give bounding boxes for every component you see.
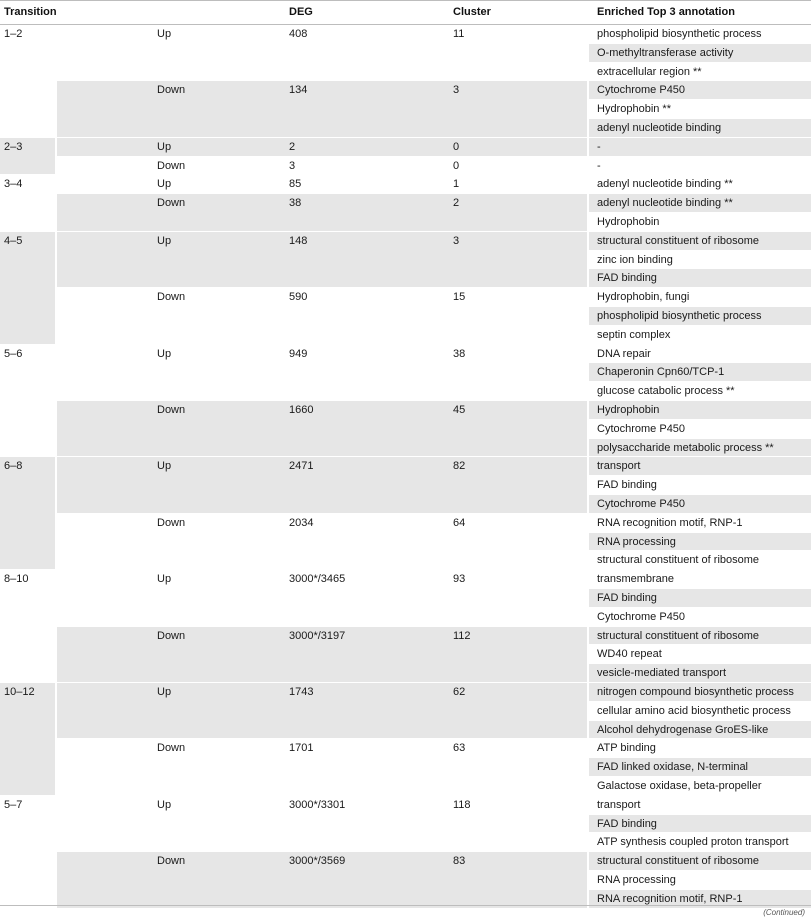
row-shading: [57, 457, 587, 512]
transition-cell: 5–7: [4, 798, 23, 811]
transition-cell: 3–4: [4, 178, 23, 191]
transition-cell: 2–3: [4, 140, 23, 153]
direction-cell: Down: [157, 742, 186, 755]
annotation-cell: phospholipid biosynthetic process: [597, 28, 762, 40]
annotation-cell: RNA processing: [597, 535, 676, 548]
annotation-cell: FAD binding: [597, 479, 657, 492]
deg-cell: 1701: [289, 742, 314, 755]
header-deg: DEG: [289, 6, 313, 18]
annotation-cell: cellular amino acid biosynthetic process: [597, 704, 791, 717]
transition-cell: 1–2: [4, 28, 23, 40]
direction-cell: Up: [157, 798, 172, 811]
table-header: [0, 1, 811, 25]
cluster-cell: 3: [453, 234, 460, 247]
annotation-cell: -: [597, 159, 601, 172]
transition-cell: 6–8: [4, 460, 23, 473]
annotation-cell: FAD binding: [597, 272, 657, 285]
annotation-cell: structural constituent of ribosome: [597, 629, 760, 642]
row-shading: [0, 683, 55, 795]
cluster-cell: 93: [453, 573, 466, 586]
annotation-cell: DNA repair: [597, 347, 651, 360]
annotation-cell: septin complex: [597, 328, 671, 341]
row-shading: [589, 138, 811, 156]
annotation-cell: nitrogen compound biosynthetic process: [597, 686, 794, 698]
direction-cell: Down: [157, 291, 186, 304]
direction-cell: Up: [157, 573, 172, 586]
direction-cell: Down: [157, 516, 186, 529]
annotation-cell: vesicle-mediated transport: [597, 667, 727, 680]
cluster-cell: 82: [453, 460, 466, 473]
direction-cell: Up: [157, 686, 172, 698]
annotation-cell: transport: [597, 460, 641, 473]
annotation-cell: Hydrophobin **: [597, 103, 671, 116]
deg-cell: 3000*/3197: [289, 629, 346, 642]
annotation-cell: RNA recognition motif, RNP-1: [597, 516, 743, 529]
annotation-cell: Hydrophobin, fungi: [597, 291, 690, 304]
deg-cell: 2471: [289, 460, 314, 473]
row-shading: [0, 457, 55, 569]
deg-cell: 2: [289, 140, 296, 153]
annotation-cell: structural constituent of ribosome: [597, 234, 760, 247]
direction-cell: Down: [157, 159, 186, 172]
annotation-cell: O-methyltransferase activity: [597, 46, 734, 59]
annotation-cell: adenyl nucleotide binding: [597, 122, 722, 134]
header-transition: Transition: [4, 6, 57, 18]
deg-cell: 134: [289, 84, 308, 97]
cluster-cell: 0: [453, 140, 460, 153]
direction-cell: Up: [157, 28, 172, 40]
annotation-cell: Galactose oxidase, beta-propeller: [597, 780, 762, 792]
annotation-cell: ATP synthesis coupled proton transport: [597, 836, 789, 849]
annotation-cell: FAD binding: [597, 592, 657, 604]
cluster-cell: 45: [453, 404, 466, 416]
deg-cell: 3000*/3465: [289, 573, 346, 586]
direction-cell: Down: [157, 197, 186, 210]
transition-cell: 8–10: [4, 573, 29, 586]
continued-note: (Continued): [763, 908, 805, 917]
table-bottom-rule: [0, 905, 811, 906]
cluster-cell: 2: [453, 197, 460, 210]
cluster-cell: 15: [453, 291, 466, 304]
row-shading: [57, 194, 587, 231]
deg-cell: 148: [289, 234, 308, 247]
annotation-cell: structural constituent of ribosome: [597, 554, 760, 567]
annotation-cell: Hydrophobin: [597, 216, 660, 228]
annotation-cell: structural constituent of ribosome: [597, 855, 760, 868]
cluster-cell: 64: [453, 516, 466, 529]
cluster-cell: 62: [453, 686, 466, 698]
direction-cell: Down: [157, 629, 186, 642]
direction-cell: Up: [157, 234, 172, 247]
deg-cell: 38: [289, 197, 302, 210]
annotation-cell: ATP binding: [597, 742, 656, 755]
annotation-cell: Chaperonin Cpn60/TCP-1: [597, 366, 725, 379]
annotation-cell: Cytochrome P450: [597, 422, 686, 435]
cluster-cell: 0: [453, 159, 460, 172]
annotation-cell: adenyl nucleotide binding **: [597, 178, 733, 191]
annotation-cell: -: [597, 140, 601, 153]
direction-cell: Up: [157, 460, 172, 473]
direction-cell: Up: [157, 178, 172, 191]
row-shading: [0, 232, 55, 344]
deg-cell: 949: [289, 347, 308, 360]
cluster-cell: 11: [453, 28, 465, 40]
annotation-cell: Hydrophobin: [597, 404, 660, 416]
annotation-cell: FAD binding: [597, 817, 657, 830]
annotation-cell: Cytochrome P450: [597, 84, 686, 97]
cluster-cell: 3: [453, 84, 460, 97]
transition-cell: 5–6: [4, 347, 23, 360]
deg-cell: 85: [289, 178, 302, 191]
cluster-cell: 83: [453, 855, 466, 868]
direction-cell: Up: [157, 140, 172, 153]
transition-cell: 4–5: [4, 234, 23, 247]
annotation-cell: Alcohol dehydrogenase GroES-like: [597, 723, 769, 736]
row-shading: [57, 81, 587, 136]
cluster-cell: 38: [453, 347, 466, 360]
row-shading: [57, 401, 587, 456]
annotation-cell: RNA recognition motif, RNP-1: [597, 892, 743, 905]
cluster-cell: 118: [453, 798, 471, 811]
cluster-cell: 1: [453, 178, 460, 191]
deg-cell: 2034: [289, 516, 314, 529]
deg-cell: 3: [289, 159, 296, 172]
direction-cell: Up: [157, 347, 172, 360]
cluster-cell: 63: [453, 742, 466, 755]
annotation-cell: glucose catabolic process **: [597, 385, 735, 398]
header-annotation: Enriched Top 3 annotation: [597, 6, 735, 18]
annotation-cell: WD40 repeat: [597, 648, 662, 661]
deg-cell: 590: [289, 291, 308, 304]
annotation-cell: FAD linked oxidase, N-terminal: [597, 761, 749, 774]
annotation-cell: RNA processing: [597, 874, 676, 886]
annotation-cell: polysaccharide metabolic process **: [597, 441, 774, 454]
annotation-cell: extracellular region **: [597, 65, 702, 78]
row-shading: [57, 138, 587, 156]
direction-cell: Down: [157, 404, 186, 416]
annotation-cell: adenyl nucleotide binding **: [597, 197, 733, 210]
annotation-cell: Cytochrome P450: [597, 498, 686, 510]
header-cluster: Cluster: [453, 6, 491, 18]
transition-cell: 10–12: [4, 686, 35, 698]
annotation-cell: transmembrane: [597, 573, 675, 586]
row-shading: [57, 232, 587, 287]
deg-cell: 408: [289, 28, 308, 40]
annotation-cell: zinc ion binding: [597, 253, 673, 266]
direction-cell: Down: [157, 84, 186, 97]
cluster-cell: 112: [453, 629, 471, 642]
row-shading: [57, 683, 587, 738]
deg-cell: 3000*/3569: [289, 855, 346, 868]
direction-cell: Down: [157, 855, 186, 868]
annotation-cell: transport: [597, 798, 641, 811]
deg-cell: 1660: [289, 404, 314, 416]
annotation-cell: phospholipid biosynthetic process: [597, 310, 762, 322]
deg-cell: 3000*/3301: [289, 798, 346, 811]
annotation-cell: Cytochrome P450: [597, 610, 686, 623]
deg-cell: 1743: [289, 686, 314, 698]
